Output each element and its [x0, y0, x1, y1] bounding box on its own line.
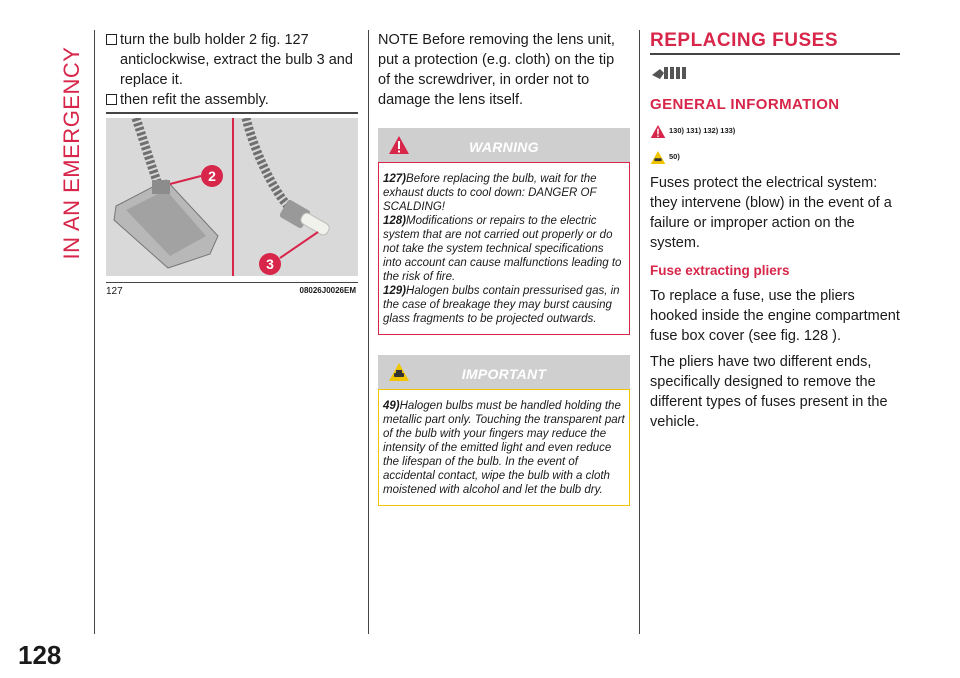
section-title: REPLACING FUSES [650, 30, 900, 55]
column-1 [106, 30, 358, 110]
figure-code: 08026J0026EM [299, 286, 356, 295]
column-2 [378, 30, 630, 506]
figure-127 [106, 112, 358, 298]
sub-heading: Fuse extracting pliers [650, 263, 790, 278]
bullet-item: turn the bulb holder 2 fig. 127 anticlockwise, extract the bulb 3 and replace it. [106, 30, 358, 90]
body-paragraph: The pliers have two different ends, specifically designed to remove the different types of fuses present in the vehicle. [650, 354, 888, 430]
figure-number: 127 [106, 286, 123, 297]
important-header [378, 355, 630, 389]
important-box [378, 389, 630, 506]
body-paragraph: To replace a fuse, use the pliers hooked inside the engine compartment fuse box cover (see fig. 128 ). [650, 288, 900, 344]
callout-2: 2 [208, 168, 216, 184]
checkbox-bullet-icon [106, 94, 117, 105]
figure-caption [106, 282, 358, 297]
subsection-title: GENERAL INFORMATION [650, 96, 840, 113]
callout-3: 3 [266, 256, 274, 272]
important-item: 49)Halogen bulbs must be handled holding the metallic part only. Touching the transparent part of the bulb with your fingers may reduce the intensity of the emitted light and even reduce the lifespan of the bulb. In the event of accidental contact, wipe the bulb with a cloth moistened with alcohol and let the bulb dry. [383, 400, 625, 496]
warning-title: WARNING [469, 139, 539, 155]
page-number: 128 [18, 640, 62, 670]
car-important-icon [650, 150, 666, 165]
note-paragraph: NOTE Before removing the lens unit, put a protection (e.g. cloth) on the tip of the screwdriver, in order not to damage the lens itself. [378, 32, 615, 108]
side-title: IN AN EMERGENCY [59, 46, 84, 260]
bulb-holder-photo [106, 118, 358, 276]
column-divider [639, 30, 640, 634]
warning-item: 127)Before replacing the bulb, wait for the exhaust ducts to cool down: DANGER OF SCALDING! [383, 173, 597, 213]
warning-header [378, 128, 630, 162]
important-title: IMPORTANT [461, 366, 547, 382]
column-3 [650, 30, 900, 432]
bullet-item: then refit the assembly. [106, 90, 358, 110]
warning-item: 128)Modifications or repairs to the electric system that are not carried out properly or do not take the system technical specifications into account can cause malfunctions leading to the risk of fire. [383, 215, 622, 283]
column-divider [368, 30, 369, 634]
checkbox-bullet-icon [106, 34, 117, 45]
warning-triangle-icon [650, 124, 666, 139]
intro-paragraph: Fuses protect the electrical system: they intervene (blow) in the event of a failure or improper action on the system. [650, 175, 892, 251]
side-rule [94, 30, 95, 634]
warning-box [378, 162, 630, 335]
warning-item: 129)Halogen bulbs contain pressurised gas, in the case of breakage they may burst causing glass fragments to be projected outwards. [383, 285, 620, 325]
warning-refs: 130) 131) 132) 133) [650, 121, 900, 141]
important-refs: 50) [650, 147, 900, 167]
fuse-hand-icon [650, 63, 690, 85]
